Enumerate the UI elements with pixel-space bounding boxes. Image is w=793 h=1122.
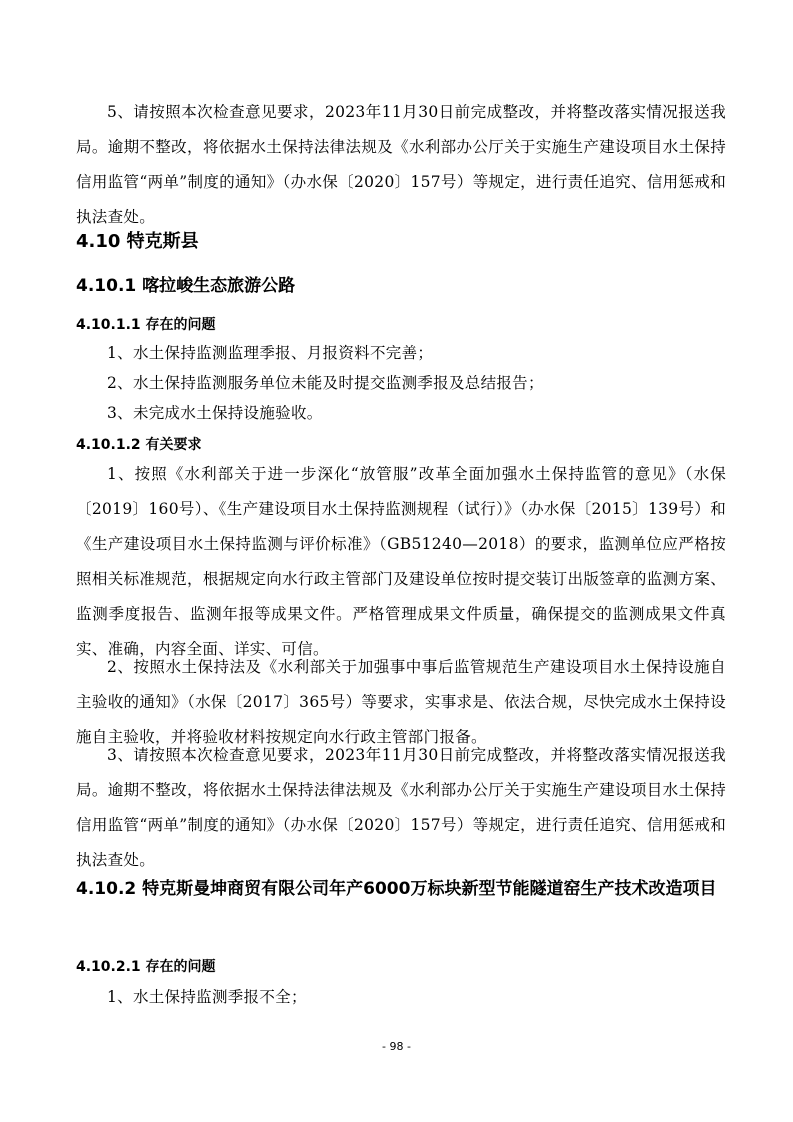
requirement-item-1: 1、按照《水利部关于进一步深化“放管服”改革全面加强水土保持监管的意见》（水保〔2019〕160号）、《生产建设项目水土保持监测规程（试行）》（办水保〔2015〕139号）和《生产建设项目水土保持监测与评价标准》（GB51240—2018）的要求，监测单位应严格按照相关标准规范，根据规定向水行政主管部门及建设单位按时提交装订出版签章的监测方案、监测季度报告、监测年报等成果文件。严格管理成果文件质量，确保提交的监测成果文件真实、准确，内容全面、详实、可信。: [76, 465, 726, 658]
subsection-heading-4-10-1: 4.10.1 喀拉峻生态旅游公路: [76, 276, 296, 296]
problem-item-2: 2、水土保持监测服务单位未能及时提交监测季报及总结报告；: [107, 374, 544, 392]
paragraph-item-5: 5、请按照本次检查意见要求，2023年11月30日前完成整改，并将整改落实情况报送我局。逾期不整改，将依据水土保持法律法规及《水利部办公厅关于实施生产建设项目水土保持信用监管“两单”制度的通知》（办水保〔2020〕157号）等规定，进行责任追究、信用惩戒和执法查处。: [76, 103, 726, 226]
page-number: - 98 -: [382, 1040, 411, 1053]
subsection-heading-4-10-2: 4.10.2 特克斯曼坤商贸有限公司年产6000万标块新型节能隧道窑生产技术改造项目: [76, 879, 717, 899]
problems-heading-4-10-1-1: 4.10.1.1 存在的问题: [76, 317, 216, 333]
requirement-item-3: 3、请按照本次检查意见要求，2023年11月30日前完成整改，并将整改落实情况报送我局。逾期不整改，将依据水土保持法律法规及《水利部办公厅关于实施生产建设项目水土保持信用监管“两单”制度的通知》（办水保〔2020〕157号）等规定，进行责任追究、信用惩戒和执法查处。: [76, 746, 726, 869]
section-heading-4-10: 4.10 特克斯县: [76, 231, 199, 252]
problem-item-3: 3、未完成水土保持设施验收。: [107, 404, 323, 422]
requirement-item-2: 2、按照水土保持法及《水利部关于加强事中事后监管规范生产建设项目水土保持设施自主验收的通知》（水保〔2017〕365号）等要求，实事求是、依法合规，尽快完成水土保持设施自主验收，并将验收材料按规定向水行政主管部门报备。: [76, 658, 726, 746]
problem-item-1: 1、水土保持监测监理季报、月报资料不完善；: [107, 344, 434, 362]
problems-heading-4-10-2-1: 4.10.2.1 存在的问题: [76, 959, 216, 975]
requirements-heading-4-10-1-2: 4.10.1.2 有关要求: [76, 437, 202, 453]
problem-item-1-b: 1、水土保持监测季报不全；: [107, 988, 307, 1006]
